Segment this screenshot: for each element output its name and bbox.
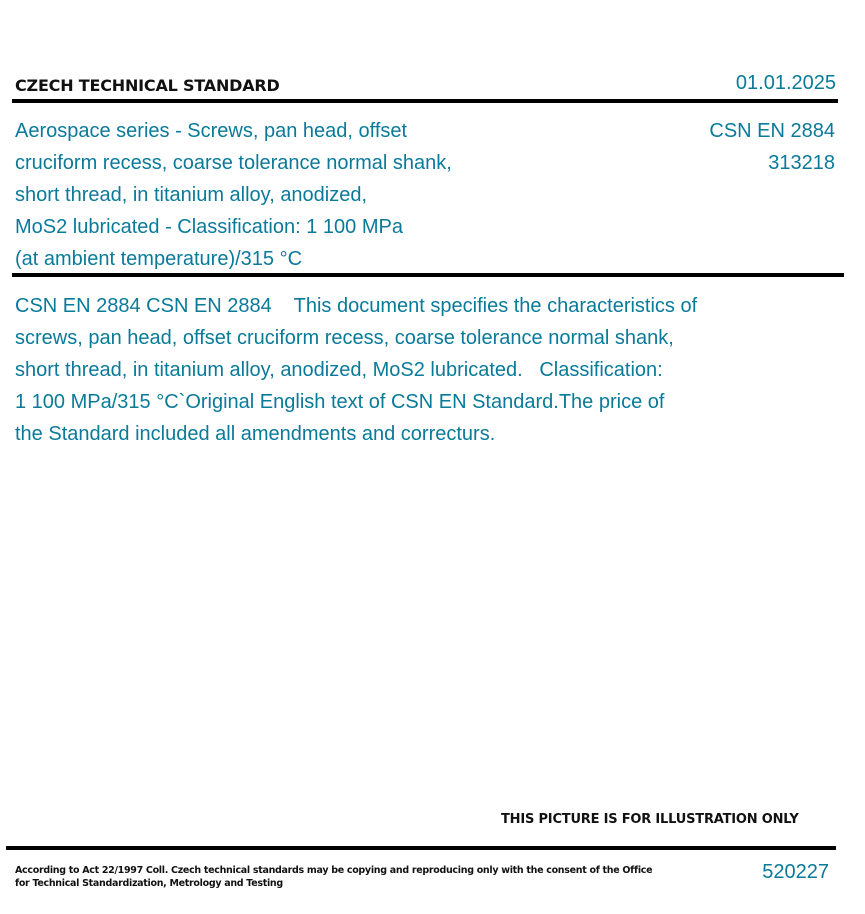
footer-number: 520227: [762, 861, 829, 883]
title-line: (at ambient temperature)/315 °C: [15, 248, 303, 270]
title-line: short thread, in titanium alloy, anodized,: [15, 184, 368, 206]
standard-identifiers: [709, 115, 835, 179]
bottom-divider: [6, 846, 836, 850]
title-line: cruciform recess, coarse tolerance normal shank,: [15, 152, 452, 174]
description-line: 1 100 MPa/315 °C`Original English text of CSN EN Standard.The price of: [15, 391, 665, 413]
middle-divider: [12, 273, 844, 277]
illustration-disclaimer: THIS PICTURE IS FOR ILLUSTRATION ONLY: [501, 812, 799, 827]
description-line: screws, pan head, offset cruciform recess, coarse tolerance normal shank,: [15, 327, 674, 349]
legal-line: for Technical Standardization, Metrology and Testing: [15, 878, 283, 889]
legal-line: According to Act 22/1997 Coll. Czech technical standards may be copying and reproducing only with the consent of the Office: [15, 865, 653, 876]
catalog-id: 313218: [768, 152, 835, 174]
document-type-label: CZECH TECHNICAL STANDARD: [15, 76, 280, 95]
title-line: MoS2 lubricated - Classification: 1 100 MPa: [15, 216, 403, 238]
title-line: Aerospace series - Screws, pan head, offset: [15, 120, 408, 142]
legal-notice: [15, 864, 652, 890]
top-divider: [12, 99, 838, 103]
standard-description: [15, 290, 775, 450]
description-line: short thread, in titanium alloy, anodized, MoS2 lubricated. Classification:: [15, 359, 663, 381]
standard-title: [15, 115, 535, 275]
standard-designation: CSN EN 2884: [709, 120, 835, 142]
description-line: CSN EN 2884 CSN EN 2884 This document specifies the characteristics of: [15, 295, 698, 317]
publication-date: 01.01.2025: [735, 72, 836, 94]
description-line: the Standard included all amendments and correcturs.: [15, 423, 496, 445]
